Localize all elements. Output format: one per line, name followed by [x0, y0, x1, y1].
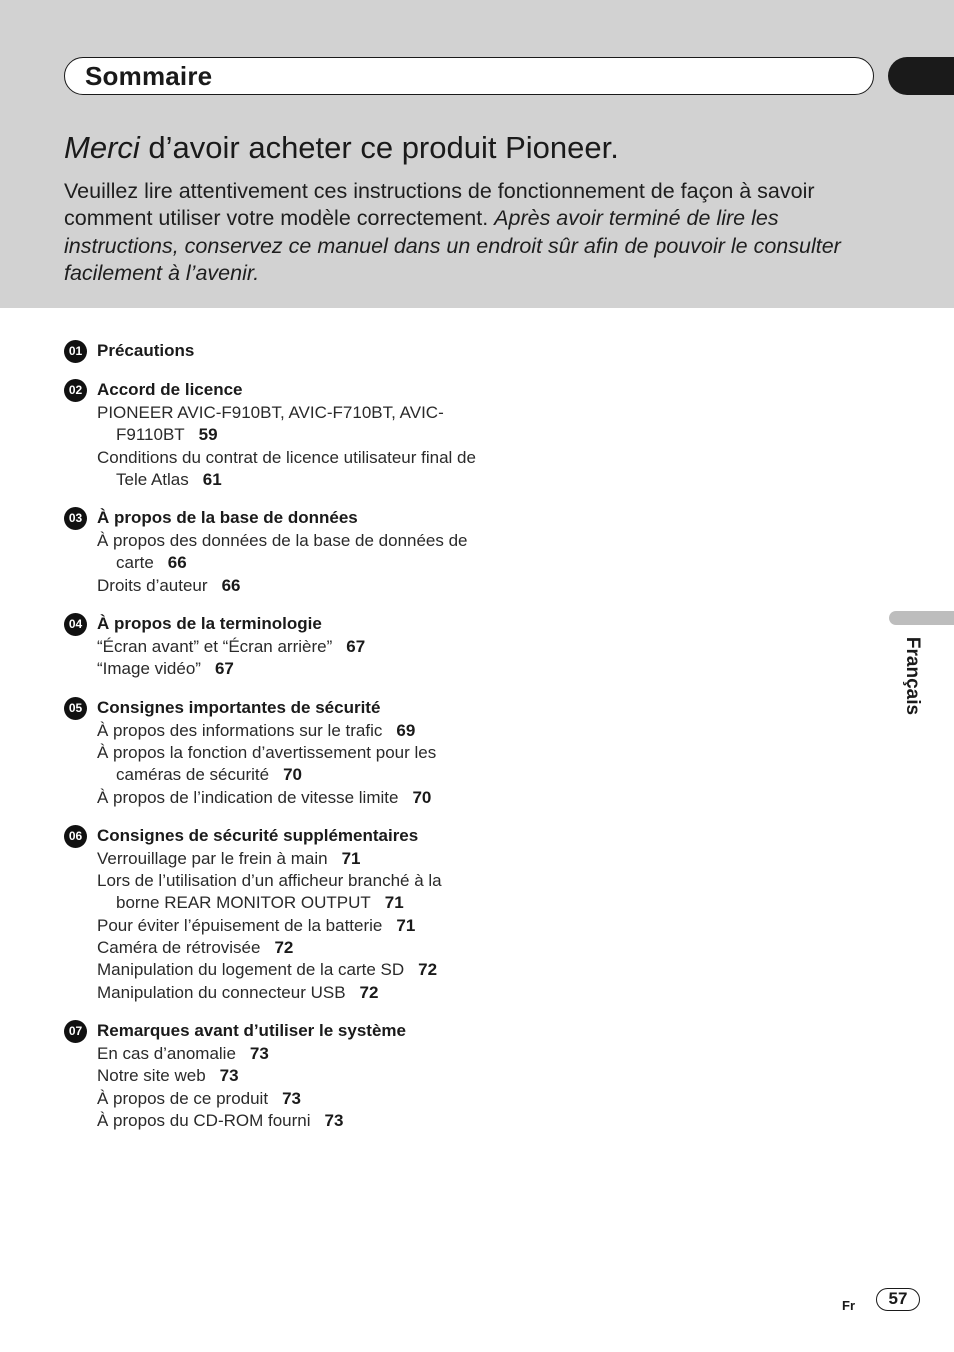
toc-entry: [97, 982, 484, 1004]
toc-section: [64, 823, 484, 1004]
toc-section: [64, 611, 484, 681]
toc-entry-text: Verrouillage par le frein à main: [97, 848, 328, 868]
toc-entry-text: En cas d’anomalie: [97, 1043, 236, 1063]
toc-entry: [97, 447, 484, 492]
toc-section: [64, 377, 484, 491]
section-number-badge: 02: [64, 379, 87, 402]
toc-entry-page: 71: [396, 915, 416, 935]
toc-entry-page: 69: [396, 720, 416, 740]
headline-rest: d’avoir acheter ce produit Pioneer.: [139, 130, 619, 165]
toc-entry: [97, 937, 484, 959]
intro-regular: Veuillez lire attentivement ces instructions de fonctionnement de façon à savoir comment utiliser votre modèle correctement.: [64, 179, 815, 231]
toc-entry: [97, 1088, 484, 1110]
section-number-badge: 05: [64, 697, 87, 720]
toc-entry-text: Conditions du contrat de licence utilisateur final de Tele Atlas: [97, 447, 476, 489]
toc-entry-text: À propos de ce produit: [97, 1088, 269, 1108]
language-tab-marker: [889, 611, 954, 625]
section-number-badge: 06: [64, 825, 87, 848]
toc-entry: [97, 402, 484, 447]
toc-entry-page: 73: [324, 1110, 344, 1130]
toc-entry-text: PIONEER AVIC-F910BT, AVIC-F710BT, AVIC-F9110BT: [97, 403, 444, 445]
toc-entry-page: 66: [167, 553, 187, 573]
toc-entry-page: 73: [282, 1088, 301, 1108]
toc-entry-page: 61: [202, 469, 222, 489]
footer-language-code: Fr: [842, 1298, 855, 1313]
toc-entry: [97, 636, 484, 658]
toc-entry-text: “Écran avant” et “Écran arrière”: [97, 637, 333, 657]
toc-section-title: Accord de licence: [97, 380, 243, 399]
headline-italic: Merci: [64, 130, 140, 165]
language-side-label: Français: [902, 636, 923, 716]
toc-entry-page: 72: [418, 960, 438, 980]
toc-entry-page: 67: [346, 637, 366, 657]
intro-italic: Après avoir terminé de lire les instructions, conservez ce manuel dans un endroit sûr afin de pouvoir le consulter facilement à l’avenir.: [64, 206, 841, 285]
toc-entry-page: 73: [219, 1066, 239, 1086]
toc-entry-page: 67: [214, 659, 234, 679]
toc-entry-page: 71: [341, 848, 361, 868]
toc-section-title: À propos de la base de données: [97, 508, 358, 528]
toc-entry-page: 70: [412, 787, 432, 807]
toc-entry-text: Notre site web: [97, 1066, 206, 1086]
toc-entry: [97, 1043, 484, 1065]
toc-entry: [97, 575, 484, 597]
toc-entry-text: À propos de l’indication de vitesse limite: [97, 787, 399, 807]
toc-entry-text: Pour éviter l’épuisement de la batterie: [97, 915, 383, 935]
toc-entry-text: À propos la fonction d’avertissement pour les caméras de sécurité: [97, 742, 437, 785]
toc-entry-page: 72: [274, 938, 294, 958]
toc-entry-page: 66: [221, 575, 241, 595]
toc-entry: [97, 658, 484, 680]
toc-entry-text: Droits d’auteur: [97, 575, 208, 595]
table-of-contents: [64, 338, 484, 1146]
toc-entry: [97, 787, 484, 809]
toc-section: [64, 1018, 484, 1132]
toc-section-title: Précautions: [97, 341, 195, 360]
toc-entry-page: 59: [198, 425, 218, 445]
page-number: 57: [876, 1288, 920, 1311]
toc-entry-page: 72: [359, 982, 379, 1002]
toc-entry: [97, 870, 484, 915]
section-title-pill: [64, 57, 874, 95]
chapter-tab: [888, 57, 954, 95]
section-number-badge: 03: [64, 507, 87, 530]
intro-paragraph: [64, 178, 884, 287]
section-number-badge: 07: [64, 1020, 87, 1043]
page-headline: [64, 130, 619, 166]
toc-entry-page: 71: [384, 893, 404, 913]
toc-section-title: Remarques avant d’utiliser le système: [97, 1020, 406, 1040]
section-number-badge: 01: [64, 340, 87, 363]
toc-entry-text: Caméra de rétrovisée: [97, 938, 261, 958]
toc-entry: [97, 742, 484, 787]
toc-entry-page: 70: [283, 765, 302, 785]
toc-section-title: Consignes importantes de sécurité: [97, 697, 381, 717]
toc-entry-text: Lors de l’utilisation d’un afficheur branché à la borne REAR MONITOR OUTPUT: [97, 871, 442, 913]
toc-entry-page: 73: [249, 1043, 269, 1063]
section-title: Sommaire: [85, 61, 213, 91]
section-number-badge: 04: [64, 613, 87, 636]
toc-entry-text: À propos des informations sur le trafic: [97, 720, 383, 740]
toc-entry-text: Manipulation du logement de la carte SD: [97, 960, 405, 980]
toc-entry-text: Manipulation du connecteur USB: [97, 982, 346, 1002]
toc-section: [64, 505, 484, 597]
toc-section-title: Consignes de sécurité supplémentaires: [97, 825, 419, 845]
toc-entry: [97, 1110, 484, 1132]
toc-section: [64, 338, 484, 363]
toc-entry: [97, 1065, 484, 1087]
toc-entry-text: À propos du CD-ROM fourni: [97, 1110, 311, 1130]
toc-entry-text: “Image vidéo”: [97, 659, 201, 679]
toc-entry: [97, 959, 484, 981]
toc-section: [64, 695, 484, 809]
toc-entry: [97, 530, 484, 575]
toc-entry: [97, 915, 484, 937]
toc-entry: [97, 720, 484, 742]
toc-section-title: À propos de la terminologie: [97, 614, 322, 634]
toc-entry-text: À propos des données de la base de données de carte: [97, 531, 468, 573]
toc-entry: [97, 848, 484, 870]
